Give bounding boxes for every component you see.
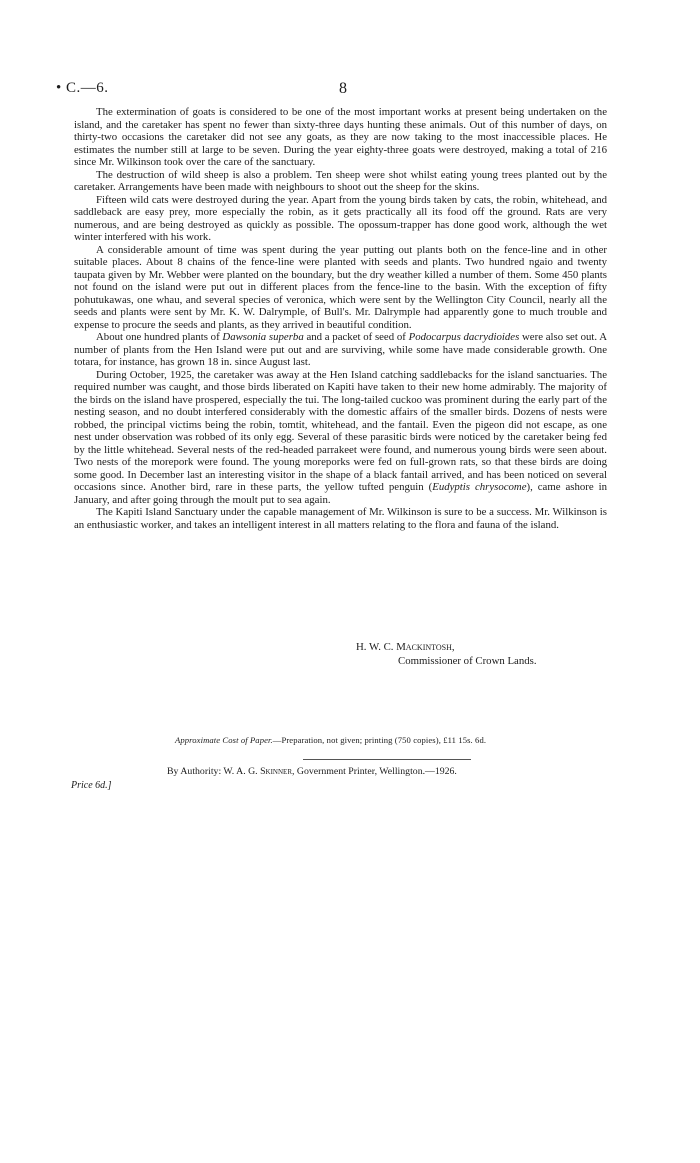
paragraph-sheep: The destruction of wild sheep is also a problem. Ten sheep were shot whilst eating young trees planted out by the caretaker. Arrangements have been made with neighbours to shoot out the sheep for the skins. [74, 168, 607, 193]
authority-prefix: By Authority: W. A. G. [167, 766, 261, 777]
cost-note-text: —Preparation, not given; printing (750 copies), £11 15s. 6d. [272, 735, 487, 745]
authority-line [167, 766, 457, 777]
paragraph-planting: A considerable amount of time was spent during the year putting out plants both on the fence-line and in other suitable places. About 8 chains of the fence-line were planted with seeds and plants. Two hundred ngaio and twenty taupata given by Mr. Webber were planted on the boundary, but the dry weather killed a number of them. Some 450 plants not found on the island were put out in different places from the fence-line to the basin. With the exception of fifty pohutukawas, one whau, and several species of veronica, which were sent by the Wellington City Council, nearly all the seeds and plants were sent by Mr. K. W. Dalrymple, of Bull's. Mr. Dalrymple had apparently gone to much trouble and expense to procure the seeds and plants, as they arrived in beautiful condition. [74, 243, 607, 331]
page-number: 8 [339, 80, 347, 97]
signatory-name: H. W. C. Mackintosh, [356, 641, 455, 653]
cost-note [175, 735, 486, 745]
text-run: About one hundred plants of [96, 331, 223, 343]
price-note: Price 6d.] [71, 780, 112, 791]
signatory-title: Commissioner of Crown Lands. [398, 654, 537, 667]
printer-name: Skinner [260, 766, 292, 777]
paragraph-goats: The extermination of goats is considered to be one of the most important works at present being undertaken on the island, and the caretaker has spent no fewer than sixty-three days hunting these animals. Out of this number of days, on thirty-two occasions the caretaker did not see any goats, as they are now taking to the most inaccessible places. He estimates the number still at large to be seven. During the year eighty-three goats were destroyed, making a total of 216 since Mr. Wilkinson took over the care of the sanctuary. [74, 106, 607, 168]
text-run: were also set out. A number of plants from the Hen Island were put out and are surviving, while some have made considerable growth. One totara, for instance, has grown 18 in. since August last. [74, 331, 607, 368]
signature-block [356, 641, 537, 668]
species-name: Podocarpus dacrydioides [408, 331, 520, 343]
text-run: ), came ashore in January, and after going through the moult put to sea again. [74, 481, 607, 506]
paragraph-conclusion: The Kapiti Island Sanctuary under the capable management of Mr. Wilkinson is sure to be a success. Mr. Wilkinson is an enthusiastic worker, and takes an intelligent interest in all matters relating to the flora and fauna of the island. [74, 506, 607, 531]
cost-note-label: Approximate Cost of Paper. [175, 735, 273, 745]
body-text [74, 106, 607, 531]
page-header [56, 80, 656, 104]
species-name: Eudyptis chrysocome [432, 481, 527, 493]
text-run: During October, 1925, the caretaker was away at the Hen Island catching saddlebacks for the island sanctuaries. The required number was caught, and those birds liberated on Kapiti have taken to their new home admirably. The majority of the birds on the island have prospered, especially the tui. The long-tailed cuckoo was prominent during the early part of the nesting season, and no doubt interfered considerably with the domestic affairs of the smaller birds. Dozens of nests were robbed, the principal victims being the robin, tomtit, whitehead, and the fantail. Even the pigeon did not escape, as one nest under observation was robbed of its only egg. Several of these parasitic birds were noticed by the caretaker being fed by the little whitehead. Several nests of the red-headed parrakeet were found, and numerous young birds were seen about. Two nests of the morepork were found. The young moreporks were fed on full-grown rats, so that these birds are doing some good. In December last an interesting visitor in the shape of a black fantail arrived, and has been noticed on several occasions since. Another bird, rare in these parts, the yellow tufted penguin ( [74, 368, 607, 493]
paragraph-plants-set-out [74, 331, 607, 369]
paragraph-cats-rats: Fifteen wild cats were destroyed during the year. Apart from the young birds taken by cats, the robin, whitehead, and saddleback are easy prey, more especially the robin, as it gets practically all its food off the ground. Rats are very numerous, and are being destroyed as quickly as possible. The opossum-trapper has done good work, although the wet winter interfered with his work. [74, 193, 607, 243]
paragraph-birds [74, 369, 607, 507]
authority-suffix: , Government Printer, Wellington.—1926. [291, 766, 457, 777]
text-run: and a packet of seed of [303, 331, 409, 343]
document-reference: • C.—6. [56, 80, 109, 96]
divider-rule [303, 759, 471, 760]
species-name: Dawsonia superba [222, 331, 304, 343]
